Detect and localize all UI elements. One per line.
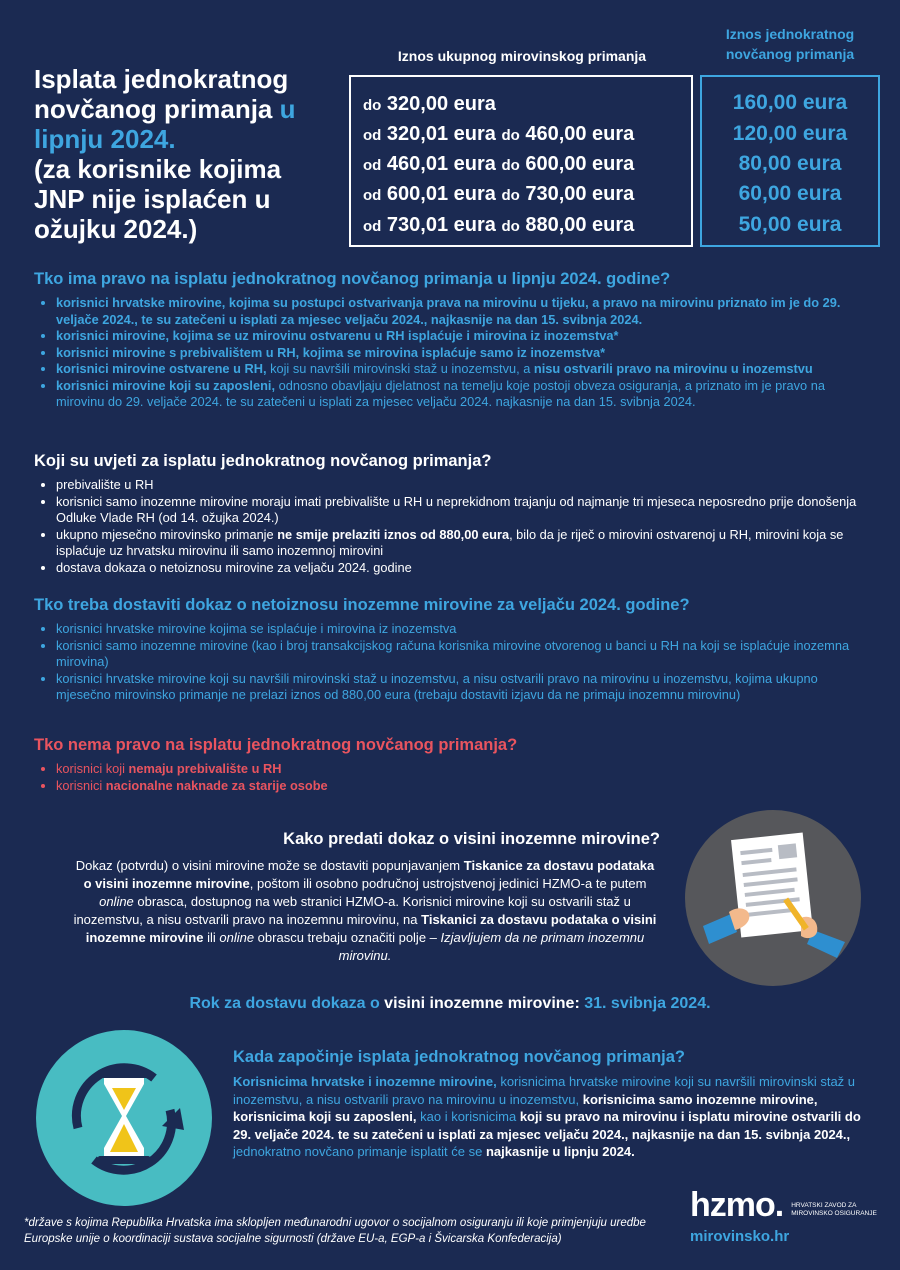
section-proof <box>34 596 874 704</box>
list-item: • korisnici hrvatske mirovine, kojima su postupci ostvarivanja prava na mirovinu u tijeku, a pravo na mirovinu priznato im je do 29. veljače 2024., te su zatečeni u isplati za mjesec veljaču 2024., najkasnije na dan 15. svibnja 2024. <box>56 295 874 328</box>
section-who-has-right <box>34 270 874 411</box>
section-heading: Tko treba dostaviti dokaz o netoiznosu inozemne mirovine za veljaču 2024. godine? <box>34 596 690 614</box>
logo-subtitle-line: HRVATSKI ZAVOD ZA <box>791 1202 857 1209</box>
section-heading: Kako predati dokaz o visini inozemne mirovine? <box>283 830 660 848</box>
table-header-total-pension: Iznos ukupnog mirovinskog primanja <box>397 48 647 64</box>
section-conditions <box>34 452 874 576</box>
list-item: • korisnici hrvatske mirovine kojima se isplaćuje i mirovina iz inozemstva <box>56 621 874 638</box>
range-row: od 460,01 eura do 600,00 eura <box>363 153 635 175</box>
website-link[interactable]: mirovinsko.hr <box>690 1228 790 1245</box>
list-item: • korisnici samo inozemne mirovine moraju imati prebivalište u RH u neprekidnom trajanju od najmanje tri mjeseca neposredno prije donošenja Odluke Vlade RH (od 14. ožujka 2024.) <box>56 494 874 527</box>
range-row: do 320,00 eura <box>363 93 496 115</box>
section-how-to-submit <box>70 830 660 965</box>
bullet-list <box>34 295 874 411</box>
hzmo-logo <box>690 1188 890 1245</box>
list-item: • korisnici mirovine koji su zaposleni, odnosno obavljaju djelatnost na temelju koje postoji obveza osiguranja, a priznato im je pravo na mirovinu do 29. veljače 2024. te su zatečeni u isplati za mjesec veljaču 2024. najkasnije na dan 15. svibnja 2024. <box>56 378 874 411</box>
list-item: • prebivalište u RH <box>56 477 874 494</box>
section-when-payment <box>233 1048 873 1161</box>
document-with-pen-icon <box>685 810 861 986</box>
range-row: od 320,01 eura do 460,00 eura <box>363 123 635 145</box>
section-heading: Kada započinje isplata jednokratnog novčanog primanja? <box>233 1048 686 1066</box>
hourglass-cycle-icon <box>34 1028 214 1208</box>
amount-box <box>700 75 880 247</box>
section-heading: Tko nema pravo na isplatu jednokratnog novčanog primanja? <box>34 736 518 754</box>
amount-cell: 120,00 eura <box>732 122 848 145</box>
list-item: • korisnici mirovine ostvarene u RH, koji su navršili mirovinski staž u inozemstvu, a nisu ostvarili pravo na mirovinu u inozemstvu <box>56 361 874 378</box>
list-item: • korisnici koji nemaju prebivalište u RH <box>56 761 874 778</box>
logo-mark: hzmo. <box>690 1186 784 1224</box>
list-item: • korisnici nacionalne naknade za starije osobe <box>56 778 874 795</box>
page-title: Isplata jednokratnog novčanog primanja u lipnju 2024. (za korisnike kojima JNP nije isplaćen u ožujku 2024.) <box>34 64 296 244</box>
table-header-one-time-amount: Iznos jednokratnog novčanog primanja <box>725 26 855 62</box>
list-item: • korisnici hrvatske mirovine koji su navršili mirovinski staž u inozemstvu, a nisu ostvarili pravo na mirovinu u inozemstvu, kojima ukupno mjesečno mirovinsko primanje ne prelazi iznos od 880,00 eura (trebaju dostaviti izjavu da ne primaju inozemnu mirovinu) <box>56 671 874 704</box>
list-item: • korisnici samo inozemne mirovine (kao i broj transakcijskog računa korisnika mirovine otvorenog u banci u RH na koji se isplaćuje inozemna mirovina) <box>56 638 874 671</box>
section-heading: Tko ima pravo na isplatu jednokratnog novčanog primanja u lipnju 2024. godine? <box>34 270 671 288</box>
section-no-right <box>34 736 874 794</box>
list-item: • korisnici mirovine s prebivalištem u RH, kojima se mirovina isplaćuje samo iz inozemstva* <box>56 345 874 362</box>
range-row: od 600,01 eura do 730,00 eura <box>363 183 635 205</box>
list-item: • dostava dokaza o netoiznosu mirovine za veljaču 2024. godine <box>56 560 874 577</box>
bullet-list <box>34 621 874 704</box>
footnote: *države s kojima Republika Hrvatska ima sklopljen međunarodni ugovor o socijalnom osiguranju ili koje primjenjuju uredbe Europske unije o koordinaciji sustava socijalne sigurnosti (države EU-a, EGP-a i Švicarska Konfederacija) <box>24 1217 646 1245</box>
when-paragraph: Korisnicima hrvatske i inozemne mirovine, korisnicima hrvatske mirovine koji su navršili mirovinski staž u inozemstvu, a nisu ostvarili pravo na mirovinu u inozemstvu, korisnicima samo inozemne mirovine, korisnicima koji su zaposleni, kao i korisnicima koji su pravo na mirovinu i isplatu mirovine ostvarili do 29. veljače 2024. te su zatečeni u isplati za mjesec veljaču 2024., najkasnije na dan 15. svibnja 2024., jednokratno novčano primanje isplatit će se najkasnije u lipnju 2024. <box>233 1074 861 1159</box>
amount-cell: 160,00 eura <box>732 91 848 114</box>
deadline-line: Rok za dostavu dokaza o visini inozemne mirovine: 31. svibnja 2024. <box>189 995 711 1012</box>
logo-subtitle-line: MIROVINSKO OSIGURANJE <box>791 1210 877 1217</box>
list-item: • ukupno mjesečno mirovinsko primanje ne smije prelaziti iznos od 880,00 eura, bilo da je riječ o mirovini ostvarenoj u RH, mirovini koja se isplaćuje uz hrvatsku mirovinu ili samo inozemnoj mirovini <box>56 527 874 560</box>
section-heading: Koji su uvjeti za isplatu jednokratnog novčanog primanja? <box>34 452 492 470</box>
amount-cell: 80,00 eura <box>738 152 842 175</box>
bullet-list <box>34 477 874 576</box>
amount-cell: 50,00 eura <box>738 213 842 236</box>
list-item: • korisnici mirovine, kojima se uz mirovinu ostvarenu u RH isplaćuje i mirovina iz inozemstva* <box>56 328 874 345</box>
amount-cell: 60,00 eura <box>738 182 842 205</box>
how-paragraph: Dokaz (potvrdu) o visini mirovine može se dostaviti popunjavanjem Tiskanice za dostavu podataka o visini inozemne mirovine, poštom ili osobno područnoj ustrojstvenoj jedinici HZMO-a te putem online obrasca, dostupnog na web stranici HZMO-a. Korisnici mirovine koji su ostvarili staž u inozemstvu, a nisu ostvarili pravo na inozemnu mirovinu, na Tiskanici za dostavu podataka o visini inozemne mirovine ili online obrascu trebaju označiti polje – Izjavljujem da ne primam inozemnu mirovinu. <box>73 858 657 963</box>
bullet-list <box>34 761 874 794</box>
pension-range-box <box>349 75 693 247</box>
range-row: od 730,01 eura do 880,00 eura <box>363 214 635 236</box>
